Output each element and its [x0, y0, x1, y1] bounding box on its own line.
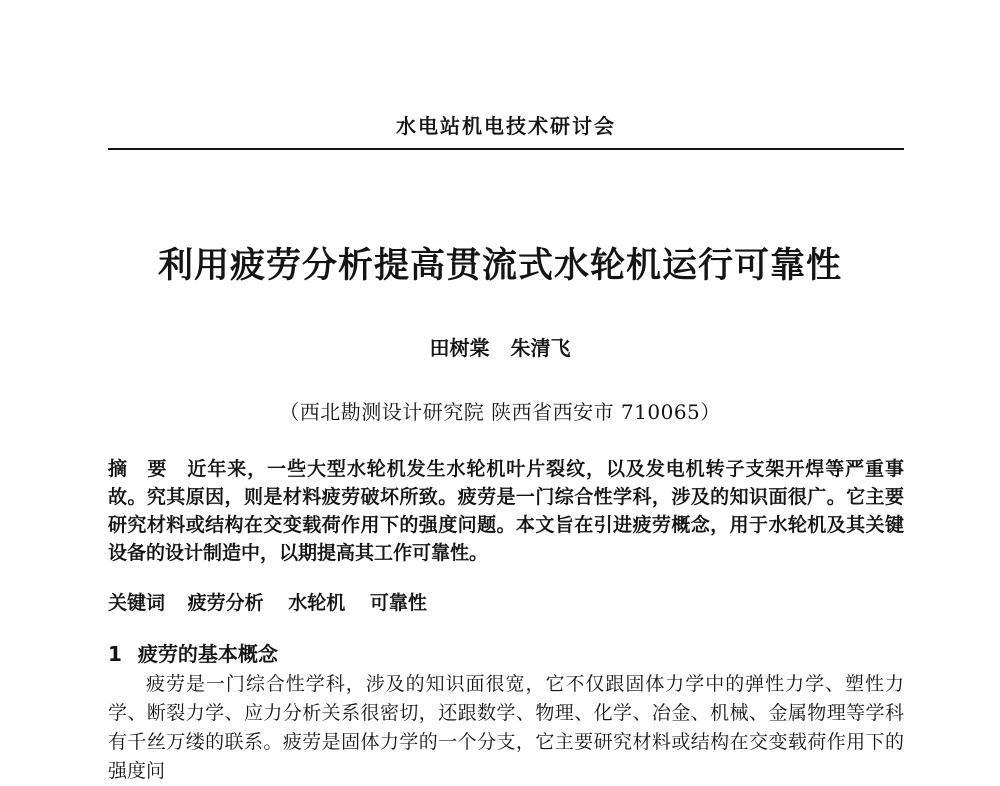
abstract-text: 近年来，一些大型水轮机发生水轮机叶片裂纹，以及发电机转子支架开焊等严重事故。究其原因，则是材料疲劳破坏所致。疲劳是一门综合性学科，涉及的知识面很广。它主要研究材料或结构在交变载荷作用下的强度问题。本文旨在引进疲劳概念，用于水轮机及其关键设备的设计制造中，以期提高其工作可靠性。 [108, 458, 904, 564]
keywords [108, 588, 904, 615]
affiliation: （西北勘测设计研究院 陕西省西安市 710065） [279, 400, 721, 424]
abstract [108, 455, 904, 567]
section-title: 疲劳的基本概念 [137, 642, 278, 666]
body-paragraph: 疲劳是一门综合性学科，涉及的知识面很宽，它不仅跟固体力学中的弹性力学、塑性力学、断裂力学、应力分析关系很密切，还跟数学、物理、化学、冶金、机械、金属物理等学科有千丝万缕的联系。疲劳是固体力学的一个分支，它主要研究材料或结构在交变载荷作用下的强度问 [108, 673, 904, 782]
section-heading [108, 638, 278, 667]
authors: 田树棠 朱清飞 [429, 336, 571, 360]
keyword-item: 疲劳分析 [187, 592, 264, 614]
keywords-label: 关键词 [108, 592, 166, 614]
paper-title: 利用疲劳分析提高贯流式水轮机运行可靠性 [157, 246, 842, 286]
section-number: 1 [108, 642, 122, 666]
abstract-label: 摘 要 [108, 458, 174, 480]
keyword-item: 可靠性 [369, 592, 427, 614]
header-rule [108, 148, 904, 150]
keyword-item: 水轮机 [288, 592, 346, 614]
running-header: 水电站机电技术研讨会 [396, 114, 616, 138]
